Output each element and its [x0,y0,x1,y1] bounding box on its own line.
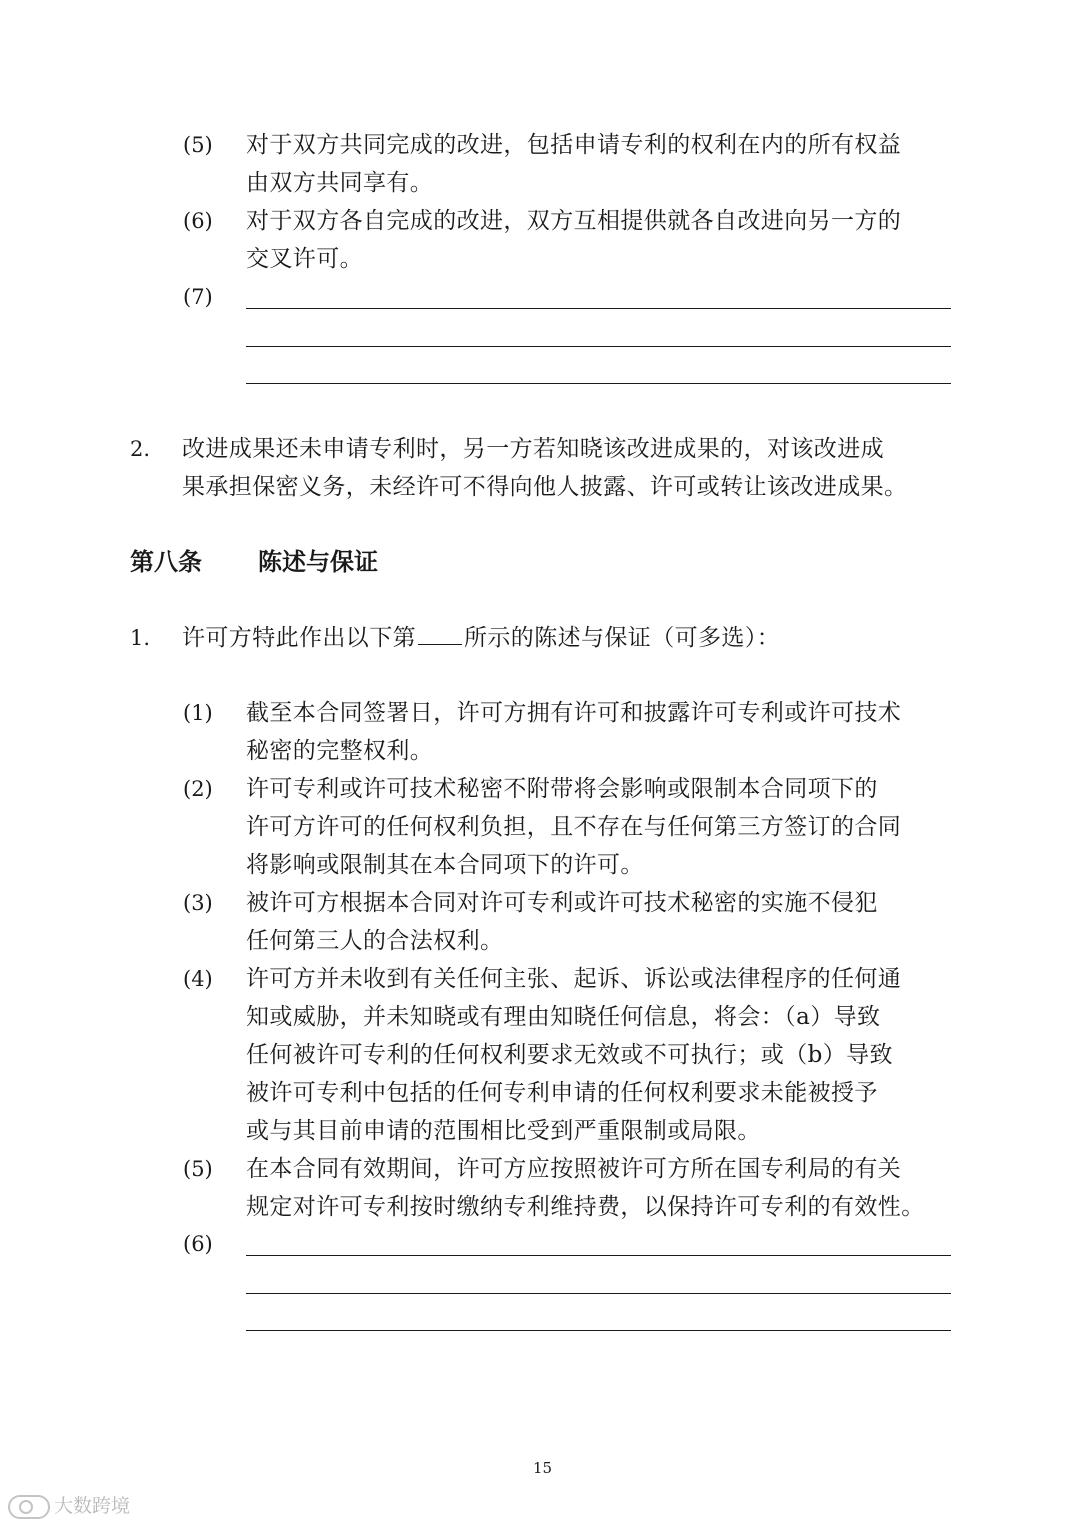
clause-text-line [182,619,780,657]
item-label: (5) [183,133,213,157]
item-text-line: 由双方共同享有。 [246,170,434,196]
fill-in-line [246,346,951,347]
item-text-line: 截至本合同签署日，许可方拥有许可和披露许可专利或许可技术 [246,700,902,726]
article-number: 第八条 [130,547,202,576]
item-text-line: 对于双方共同完成的改进，包括申请专利的权利在内的所有权益 [246,132,902,158]
item-text-line: 规定对许可专利按时缴纳专利维持费，以保持许可专利的有效性。 [246,1194,925,1220]
fill-in-line [246,383,951,384]
item-label: (5) [183,1157,213,1181]
item-label: (1) [183,701,213,725]
item-text-line: 在本合同有效期间，许可方应按照被许可方所在国专利局的有关 [246,1156,902,1182]
clause-text-before-blank: 许可方特此作出以下第 [182,625,416,651]
item-text-line: 交叉许可。 [246,246,363,272]
clause-number: 1. [130,626,151,650]
item-text-line: 许可方并未收到有关任何主张、起诉、诉讼或法律程序的任何通 [246,966,902,992]
fill-in-line [246,1293,951,1294]
item-label: (6) [183,209,213,233]
fill-in-line [246,308,951,309]
item-text-line: 被许可方根据本合同对许可专利或许可技术秘密的实施不侵犯 [246,890,878,916]
item-label: (3) [183,891,213,915]
item-text-line: 知或威胁，并未知晓或有理由知晓任何信息，将会：（a）导致 [246,1004,881,1030]
item-text-line: 或与其目前申请的范围相比受到严重限制或局限。 [246,1118,761,1144]
item-text-line: 将影响或限制其在本合同项下的许可。 [246,852,644,878]
item-text-line: 许可专利或许可技术秘密不附带将会影响或限制本合同项下的 [246,776,878,802]
clause-text-line: 果承担保密义务，未经许可不得向他人披露、许可或转让该改进成果。 [182,474,908,500]
watermark-logo-icon [8,1495,50,1519]
article-title: 陈述与保证 [258,547,378,576]
watermark-text: 大数跨境 [54,1495,131,1517]
item-label: (2) [183,777,213,801]
clause-text-after-blank: 所示的陈述与保证（可多选）： [464,625,781,651]
page-number: 15 [533,1459,553,1477]
item-label: (4) [183,967,213,991]
clause-number: 2. [130,437,151,461]
item-text-line: 被许可专利中包括的任何专利申请的任何权利要求未能被授予 [246,1080,878,1106]
item-text-line: 对于双方各自完成的改进，双方互相提供就各自改进向另一方的 [246,208,902,234]
selection-blank [418,624,462,645]
item-text-line: 任何被许可专利的任何权利要求无效或不可执行；或（b）导致 [246,1042,893,1068]
item-text-line: 秘密的完整权利。 [246,738,434,764]
watermark [8,1493,130,1519]
item-text-line: 任何第三人的合法权利。 [246,928,504,954]
fill-in-line [246,1330,951,1331]
clause-text-line: 改进成果还未申请专利时，另一方若知晓该改进成果的，对该改进成 [182,436,884,462]
item-label: (7) [183,285,213,309]
item-text-line: 许可方许可的任何权利负担，且不存在与任何第三方签订的合同 [246,814,902,840]
item-label: (6) [183,1232,213,1256]
fill-in-line [246,1255,951,1256]
